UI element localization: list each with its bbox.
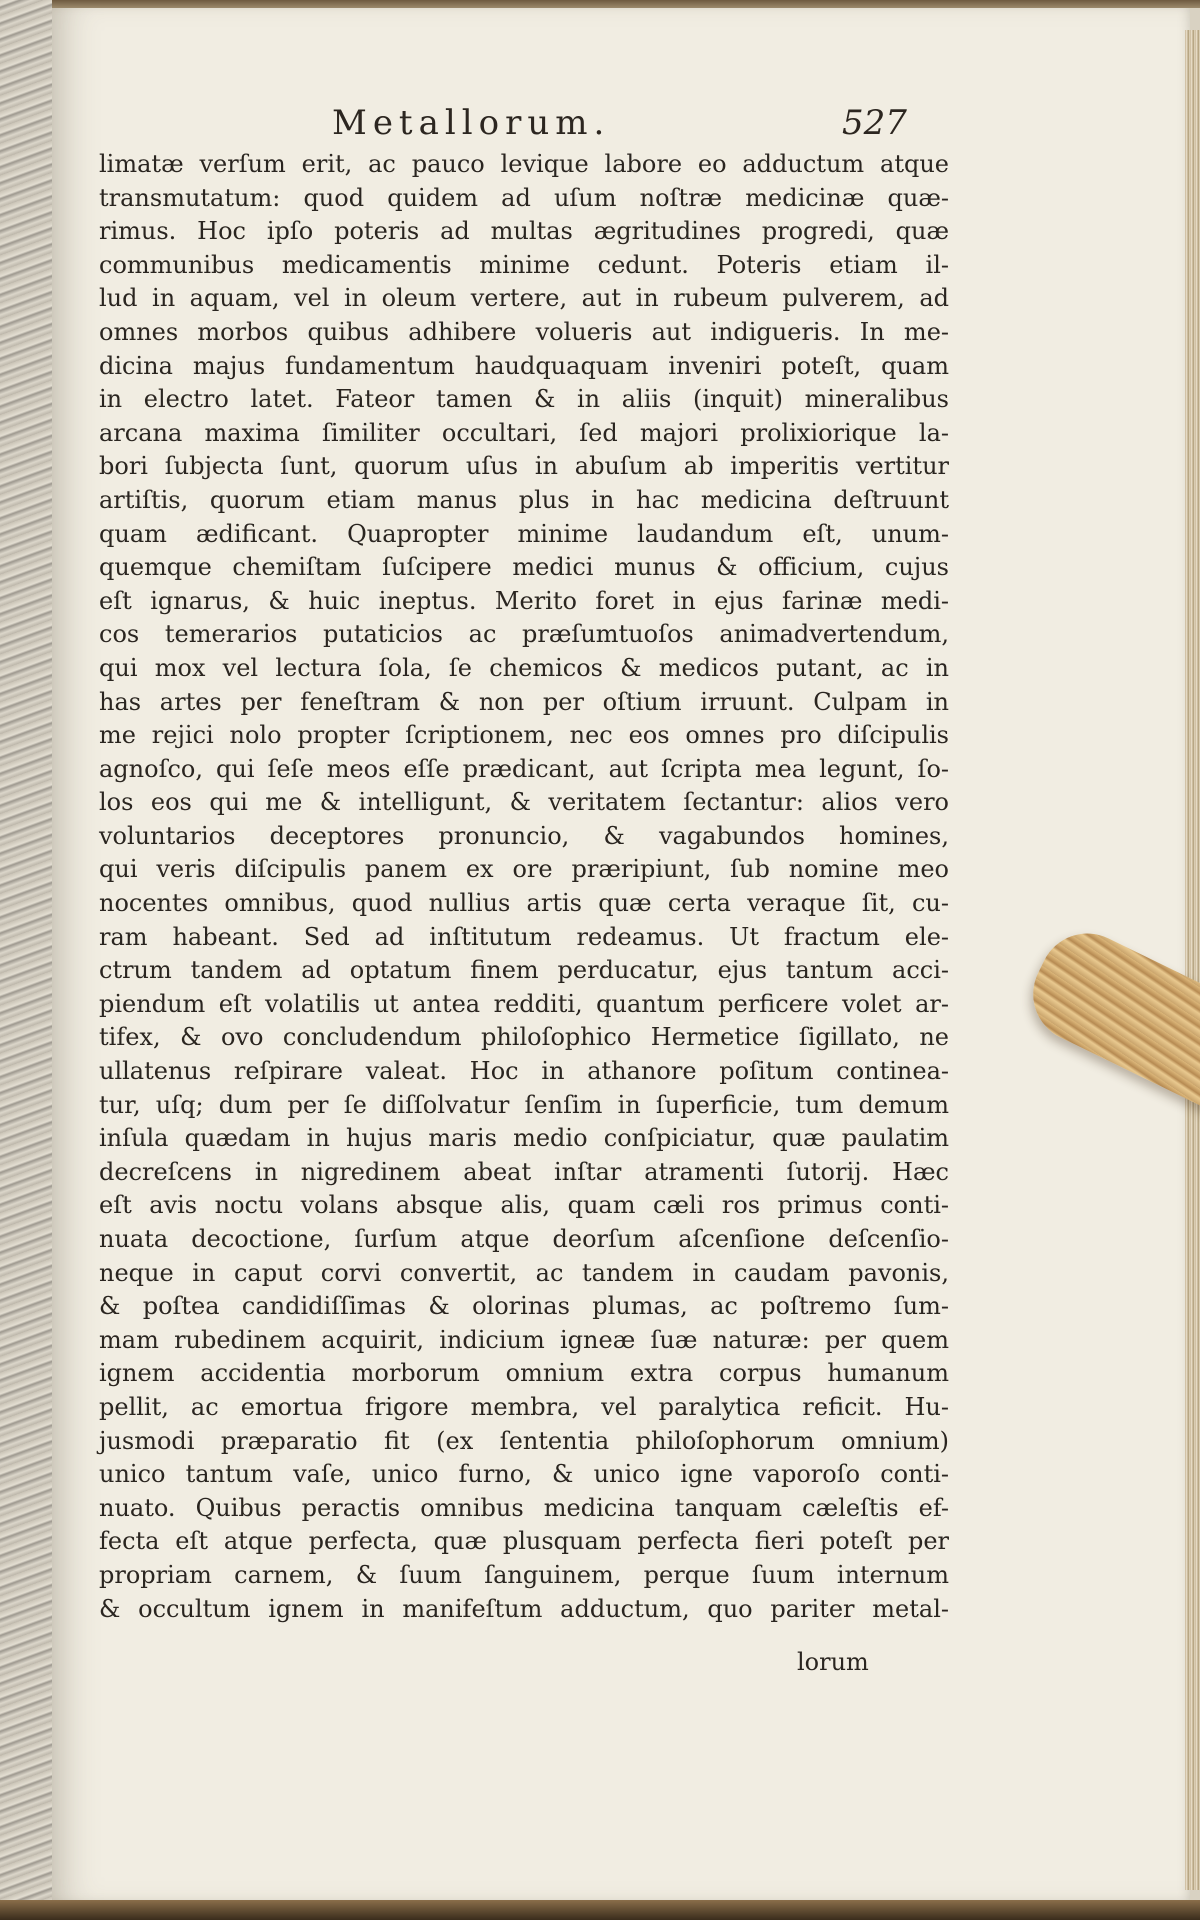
text-line: rimus. Hoc ipſo poteris ad multas ægritudines progredi, quæ — [99, 217, 949, 246]
text-line: qui mox vel lectura ſola, ſe chemicos & medicos putant, ac in — [99, 653, 949, 682]
text-line: tifex, & ovo concludendum philoſophico Hermetice ſigillato, ne — [99, 1023, 949, 1052]
book-binding-edge — [0, 0, 52, 1920]
text-line: quemque chemiſtam ſuſcipere medici munus & officium, cujus — [99, 553, 949, 582]
text-line: nocentes omnibus, quod nullius artis quæ certa veraque ſit, cu- — [99, 889, 949, 918]
text-line: has artes per feneſtram & non per oſtium irruunt. Culpam in — [99, 687, 949, 716]
text-line: & occultum ignem in manifeſtum adductum, quo pariter metal- — [99, 1594, 949, 1623]
text-line: limatæ verſum erit, ac pauco levique labore eo adductum atque — [99, 150, 949, 178]
text-line: communibus medicamentis minime cedunt. Poteris etiam il- — [99, 250, 949, 279]
top-page-edge — [52, 0, 1200, 8]
body-text — [99, 148, 949, 1626]
catchword: lorum — [797, 1648, 869, 1676]
page-stack-edge — [1185, 30, 1200, 1890]
text-line: qui veris diſcipulis panem ex ore præripiunt, ſub nomine meo — [99, 855, 949, 884]
text-line: ctrum tandem ad optatum finem perducatur, ejus tantum acci- — [99, 956, 949, 985]
text-line: los eos qui me & intelligunt, & veritatem ſectantur: alios vero — [99, 788, 949, 817]
book-page — [52, 8, 1190, 1900]
text-line: artiſtis, quorum etiam manus plus in hac medicina deſtruunt — [99, 485, 949, 514]
text-line: quam ædificant. Quapropter minime laudandum eſt, unum- — [99, 519, 949, 548]
text-line: propriam carnem, & ſuum ſanguinem, perque ſuum internum — [99, 1560, 949, 1589]
page-header — [52, 103, 1190, 153]
text-line: pellit, ac emortua frigore membra, vel paralytica reficit. Hu- — [99, 1392, 949, 1421]
text-line: agnoſco, qui ſeſe meos eſſe prædicant, aut ſcripta mea legunt, ſo- — [99, 754, 949, 783]
text-line: eſt avis noctu volans absque alis, quam cæli ros primus conti- — [99, 1191, 949, 1220]
text-line: voluntarios deceptores pronuncio, & vagabundos homines, — [99, 821, 949, 850]
text-line: fecta eſt atque perfecta, quæ plusquam perfecta fieri poteſt per — [99, 1527, 949, 1556]
text-line: omnes morbos quibus adhibere volueris aut indigueris. In me- — [99, 317, 949, 346]
text-line: ignem accidentia morborum omnium extra corpus humanum — [99, 1359, 949, 1388]
text-line: tur, uſq; dum per ſe diſſolvatur ſenſim in ſuperficie, tum demum — [99, 1090, 949, 1119]
text-line: mam rubedinem acquirit, indicium igneæ ſuæ naturæ: per quem — [99, 1325, 949, 1354]
text-line: lud in aquam, vel in oleum vertere, aut in rubeum pulverem, ad — [99, 284, 949, 313]
text-line: ram habeant. Sed ad inſtitutum redeamus. Ut fractum ele- — [99, 922, 949, 951]
text-line: nuato. Quibus peractis omnibus medicina tanquam cæleſtis ef- — [99, 1493, 949, 1522]
text-line: arcana maxima ſimiliter occultari, ſed majori prolixiorique la- — [99, 418, 949, 447]
text-line: jusmodi præparatio fit (ex ſententia philoſophorum omnium) — [99, 1426, 949, 1455]
page-number: 527 — [842, 103, 907, 143]
text-line: & poſtea candidiſſimas & olorinas plumas, ac poſtremo ſum- — [99, 1292, 949, 1321]
running-head: Metallorum. — [332, 103, 611, 143]
text-line: eſt ignarus, & huic ineptus. Merito foret in ejus farinæ medi- — [99, 586, 949, 615]
text-line: unico tantum vaſe, unico furno, & unico igne vaporoſo conti- — [99, 1460, 949, 1489]
text-line: piendum eſt volatilis ut antea redditi, quantum perficere volet ar- — [99, 989, 949, 1018]
text-line: me rejici nolo propter ſcriptionem, nec eos omnes pro diſcipulis — [99, 721, 949, 750]
text-line: dicina majus fundamentum haudquaquam inveniri poteſt, quam — [99, 351, 949, 380]
text-line: bori ſubjecta ſunt, quorum uſus in abuſum ab imperitis vertitur — [99, 452, 949, 481]
text-line: in electro latet. Fateor tamen & in aliis (inquit) mineralibus — [99, 385, 949, 414]
text-line: transmutatum: quod quidem ad uſum noſtræ medicinæ quæ- — [99, 183, 949, 212]
text-line: ullatenus reſpirare valeat. Hoc in athanore poſitum continea- — [99, 1057, 949, 1086]
text-line: inſula quædam in hujus maris medio conſpiciatur, quæ paulatim — [99, 1124, 949, 1153]
text-line: decreſcens in nigredinem abeat inſtar atramenti ſutorij. Hæc — [99, 1157, 949, 1186]
bottom-page-edge — [0, 1900, 1200, 1920]
text-line: nuata decoctione, ſurſum atque deorſum aſcenſione deſcenſio- — [99, 1225, 949, 1253]
text-line: cos temerarios putaticios ac præſumtuoſos animadvertendum, — [99, 620, 949, 649]
text-line: neque in caput corvi convertit, ac tandem in caudam pavonis, — [99, 1258, 949, 1287]
